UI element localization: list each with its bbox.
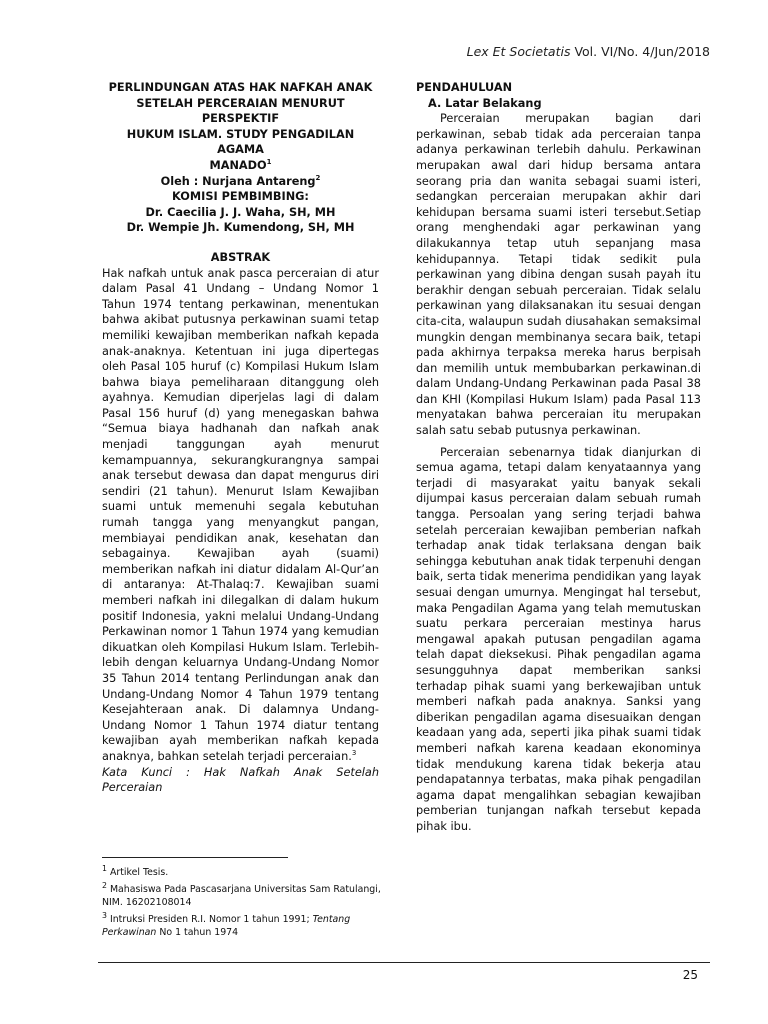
abstract-text: Hak nafkah untuk anak pasca perceraian di atur dalam Pasal 41 Undang – Undang Nomor 1 Tahun 1974 tentang perkawinan, menentukan bahwa akibat putusnya perkawinan suami tetap memiliki kewajiban memberikan nafkah kepada anak-anaknya. Ketentuan ini juga dipertegas oleh Pasal 105 huruf (c) Kompilasi Hukum Islam bahwa biaya pemeliharaan ditanggung oleh ayahnya. Kemudian diperjelas lagi di dalam Pasal 156 huruf (d) yang menegaskan bahwa “Semua biaya hadhanah dan nafkah anak menjadi tanggungan ayah menurut kemampuannya, sekurangkurangnya sampai anak tersebut dewasa dan dapat mengurus diri sendiri (21 tahun). Menurut Islam Kewajiban suami untuk memenuhi segala kebutuhan rumah tangga yang menyangkut pangan, membiayai pendidikan anak, kesehatan dan sebagainya. Kewajiban ayah (suami) memberikan nafkah ini diatur didalam Al-Qur’an di antaranya: At-Thalaq:7. Kewajiban suami memberi nafkah ini dilegalkan di dalam hukum positif Indonesia, yakni melalui Undang-Undang Perkawinan nomor 1 Tahun 1974 yang kemudian dikuatkan oleh Kompilasi Hukum Islam. Terlebih-lebih dengan keluarnya Undang-Undang Nomor 35 Tahun 2014 tentang Perlindungan anak dan Undang-Undang Nomor 4 Tahun 1979 tentang Kesejahteraan anak. Di dalamnya Undang-Undang Nomor 1 Tahun 1974 diatur tentang kewajiban ayah memberikan nafkah kepada anaknya, bahkan setelah terjadi perceraian. xyxy=(102,266,379,763)
advisor-1: Dr. Caecilia J. J. Waha, SH, MH xyxy=(145,205,336,219)
advisor-2: Dr. Wempie Jh. Kumendong, SH, MH xyxy=(126,221,355,235)
keywords: Kata Kunci : Hak Nafkah Anak Setelah Perceraian xyxy=(102,765,379,795)
journal-volume: Vol. VI/No. 4/Jun/2018 xyxy=(570,44,710,59)
footnote-3-number: 3 xyxy=(102,911,107,921)
title-block xyxy=(102,80,379,236)
footnote-2-text: Mahasiswa Pada Pascasarjana Universitas Sam Ratulangi, NIM. 16202108014 xyxy=(102,884,381,909)
article-title-line-1: PERLINDUNGAN ATAS HAK NAFKAH ANAK xyxy=(108,81,373,94)
article-title-line-3: HUKUM ISLAM. STUDY PENGADILAN AGAMA xyxy=(126,127,355,157)
bottom-divider xyxy=(98,962,710,963)
footnote-ref-2: 2 xyxy=(315,173,321,182)
article-title-last-word: MANADO xyxy=(209,158,267,172)
page-number: 25 xyxy=(682,968,698,982)
abstract-body xyxy=(102,266,379,765)
footnote-1-number: 1 xyxy=(102,864,107,873)
footnote-3-text: Intruksi Presiden R.I. Nomor 1 tahun 1991; xyxy=(106,914,313,926)
author-line xyxy=(102,174,379,190)
intro-paragraph-2: Perceraian sebenarnya tidak dianjurkan di semua agama, tetapi dalam kenyataannya yang terjadi di masyarakat yaitu banyak sekali dijumpai kasus perceraian dalam sebuah rumah tangga. Persoalan yang sering terjadi bahwa setelah perceraian kewajiban pemberian nafkah terhadap anak tidak terlaksana dengan baik sehingga kebutuhan anak tidak terpenuhi dengan baik, serta tidak menerima pendidikan yang layak sesuai dengan umurnya. Mengingat hal tersebut, maka Pengadilan Agama yang telah memutuskan suatu perkara perceraian mestinya harus mengawal apakah putusan pengadilan agama telah dapat dieksekusi. Pihak pengadilan agama sesungguhnya dapat memberikan sanksi terhadap pihak suami yang berkewajiban untuk memberi nafkah pada anaknya. Sanksi yang diberikan pengadilan agama disesuaikan dengan keadaan yang ada, seperti jika pihak suami tidak memberi nafkah karena keadaan ekonominya tidak mendukung karena tidak bekerja atau pendapatannya terbatas, maka pihak pengadilan agama dapat mengalihkan sebagian kewajiban pemberian tunjangan nafkah tersebut kepada pihak ibu. xyxy=(416,445,701,833)
footnote-3-italic: Tentang Perkawinan xyxy=(102,914,351,939)
footnotes xyxy=(102,862,392,939)
footnote-divider xyxy=(102,857,288,858)
footnote-2 xyxy=(102,879,392,909)
footnote-ref-3: 3 xyxy=(351,749,357,758)
intro-paragraph-1: Perceraian merupakan bagian dari perkawinan, sebab tidak ada perceraian tanpa adanya perkawinan terlebih dahulu. Perkawinan merupakan awal dari hidup bersama antara seorang pria dan wanita sebagai suami isteri, sedangkan perceraian merupakan akhir dari kehidupan bersama suami isteri tersebut.Setiap orang menghendaki agar perkawinan yang dilakukannya tetap utuh sepanjang masa kehidupannya. Tetapi tidak sedikit pula perkawinan yang dibina dengan susah payah itu berakhir dengan sebuah perceraian. Tidak selalu perkawinan yang dilaksanakan itu sesuai dengan cita-cita, walaupun sudah diusahakan semaksimal mungkin dengan membinanya secara baik, tetapi pada akhirnya terpaksa mereka harus berpisah dan memilih untuk membubarkan perkawinan.di dalam Undang-Undang Perkawinan pada Pasal 38 dan KHI (Kompilasi Hukum Islam) pada Pasal 113 menyatakan bahwa perceraian itu merupakan salah satu sebab putusnya perkawinan. xyxy=(416,112,701,438)
journal-name: Lex Et Societatis xyxy=(466,44,571,59)
author-name: Oleh : Nurjana Antareng xyxy=(160,174,316,188)
subsection-heading-latar-belakang: A. Latar Belakang xyxy=(428,96,542,110)
left-column xyxy=(102,80,379,796)
abstract-heading: ABSTRAK xyxy=(210,250,271,264)
right-column xyxy=(416,80,701,835)
footnote-1-text: Artikel Tesis. xyxy=(106,867,169,879)
footnote-1 xyxy=(102,862,392,879)
article-title-line-2: SETELAH PERCERAIAN MENURUT PERSPEKTIF xyxy=(136,96,345,126)
journal-header xyxy=(467,44,710,59)
footnote-2-number: 2 xyxy=(102,881,107,891)
footnote-ref-1: 1 xyxy=(266,158,272,167)
section-heading-pendahuluan: PENDAHULUAN xyxy=(416,81,513,94)
footnote-3-tail: No 1 tahun 1974 xyxy=(156,927,239,939)
committee-heading: KOMISI PEMBIMBING: xyxy=(172,190,309,204)
article-title-line-4 xyxy=(102,158,379,174)
footnote-3 xyxy=(102,909,392,939)
